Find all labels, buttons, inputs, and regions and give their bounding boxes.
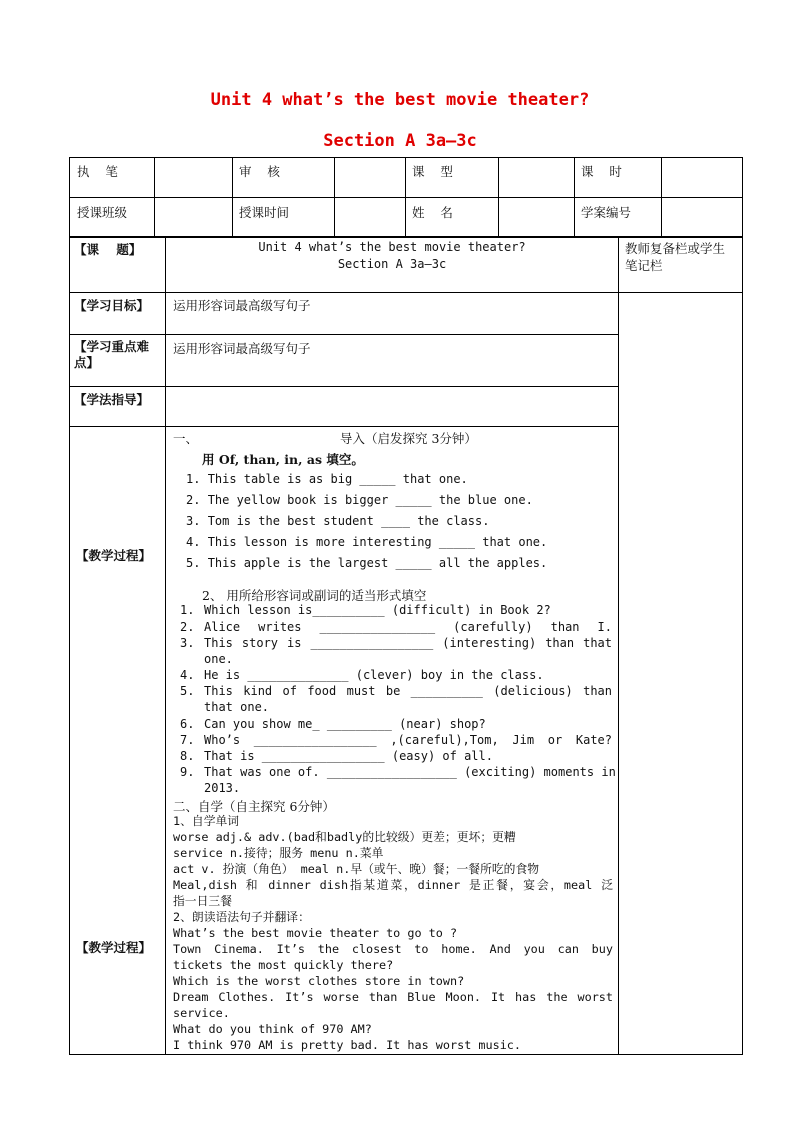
label-plan-number: 学案编号 (581, 205, 632, 220)
exercise2-item: one. (204, 652, 233, 666)
exercise2-item: This story is _________________ (interesting) than that (204, 636, 612, 650)
exercise2-item: Who’s _________________ ,(careful),Tom, Jim or Kate? (204, 733, 612, 747)
exercise2-item: That is _________________ (easy) of all. (204, 749, 493, 763)
self-study-line: tickets the most quickly there? (173, 958, 394, 972)
exercise2-num: 2. (180, 620, 195, 634)
method-label: 【学法指导】 (74, 392, 150, 407)
exercise2-item: Can you show me_ _________ (near) shop? (204, 717, 486, 731)
label-lesson-type: 课 型 (412, 164, 453, 179)
exercise2-item: that one. (204, 700, 270, 714)
self-study-line: 2、朗读语法句子并翻译： (173, 910, 310, 924)
exercise2-title: 2、 用所给形容词或副词的适当形式填空 (202, 588, 427, 603)
page-subtitle: Section A 3a—3c (323, 131, 477, 151)
self-study-line: Meal,dish 和 dinner dish指某道菜，dinner 是正餐，宴会，meal 泛 (173, 878, 613, 892)
exercise2-item: Which lesson is__________ (difficult) in Book 2? (204, 603, 551, 617)
section2-title: 二、自学（自主探究 6分钟） (173, 799, 335, 814)
page-title: Unit 4 what’s the best movie theater? (210, 90, 590, 110)
exercise1-title: 用 Of, than, in, as 填空。 (202, 452, 364, 467)
label-class: 授课班级 (77, 205, 128, 220)
exercise2-item: This kind of food must be __________ (delicious) than (204, 684, 612, 698)
exercise2-num: 6. (180, 717, 195, 731)
topic-line-1: Unit 4 what’s the best movie theater? (258, 240, 526, 254)
self-study-line: act v. 扮演（角色） meal n.早（或午、晚）餐；一餐所吃的食物 (173, 862, 540, 876)
exercise1-item: 5. This apple is the largest _____ all the apples. (186, 556, 548, 570)
exercise1-item: 1. This table is as big _____ that one. (186, 472, 468, 486)
key-points-value: 运用形容词最高级写句子 (173, 341, 311, 356)
exercise2-item: 2013. (204, 781, 241, 795)
exercise2-item: He is ______________ (clever) boy in the class. (204, 668, 544, 682)
exercise2-num: 9. (180, 765, 195, 779)
key-points-label: 【学习重点难点】 (74, 339, 150, 370)
goal-value: 运用形容词最高级写句子 (173, 298, 311, 313)
self-study-line: Which is the worst clothes store in town? (173, 974, 465, 988)
label-lesson-hours: 课 时 (581, 164, 622, 179)
self-study-line: What do you think of 970 AM? (173, 1022, 372, 1036)
exercise2-num: 7. (180, 733, 195, 747)
process-label-1: 【教学过程】 (76, 548, 152, 563)
exercise2-num: 1. (180, 603, 195, 617)
exercise2-num: 3. (180, 636, 195, 650)
self-study-line: Dream Clothes. It’s worse than Blue Moon. It has the worst (173, 990, 613, 1004)
label-review: 审 核 (239, 164, 280, 179)
exercise2-num: 4. (180, 668, 195, 682)
self-study-line: worse adj.& adv.(bad和badly的比较级）更差；更坏；更糟 (173, 830, 516, 844)
topic-label: 【课 题】 (74, 242, 142, 257)
label-time: 授课时间 (239, 205, 290, 220)
label-author: 执 笔 (77, 164, 118, 179)
exercise2-item: Alice writes ________________ (carefully) than I. (204, 620, 612, 634)
self-study-line: service. (173, 1006, 230, 1020)
exercise1-item: 2. The yellow book is bigger _____ the blue one. (186, 493, 533, 507)
exercise2-item: That was one of. __________________ (exciting) moments in (204, 765, 616, 779)
self-study-line: What’s the best movie theater to go to ? (173, 926, 458, 940)
section1-title: 导入（启发探究 3分钟） (340, 431, 477, 446)
label-name: 姓 名 (412, 205, 453, 220)
topic-line-2: Section A 3a—3c (337, 257, 447, 271)
self-study-line: 指一日三餐 (173, 894, 232, 908)
section1-number: 一、 (173, 431, 199, 446)
exercise1-item: 3. Tom is the best student ____ the class. (186, 514, 490, 528)
process-label-2: 【教学过程】 (76, 940, 152, 955)
exercise2-num: 8. (180, 749, 195, 763)
self-study-line: 1、自学单词 (173, 814, 240, 828)
self-study-line: Town Cinema. It’s the closest to home. And you can buy (173, 942, 613, 956)
exercise1-item: 4. This lesson is more interesting _____ that one. (186, 535, 548, 549)
self-study-line: I think 970 AM is pretty bad. It has worst music. (173, 1038, 522, 1052)
exercise2-num: 5. (180, 684, 195, 698)
goal-label: 【学习目标】 (74, 298, 150, 313)
notes-column-label: 教师复备栏或学生笔记栏 (625, 241, 726, 273)
self-study-line: service n.接待；服务 menu n.菜单 (173, 846, 384, 860)
